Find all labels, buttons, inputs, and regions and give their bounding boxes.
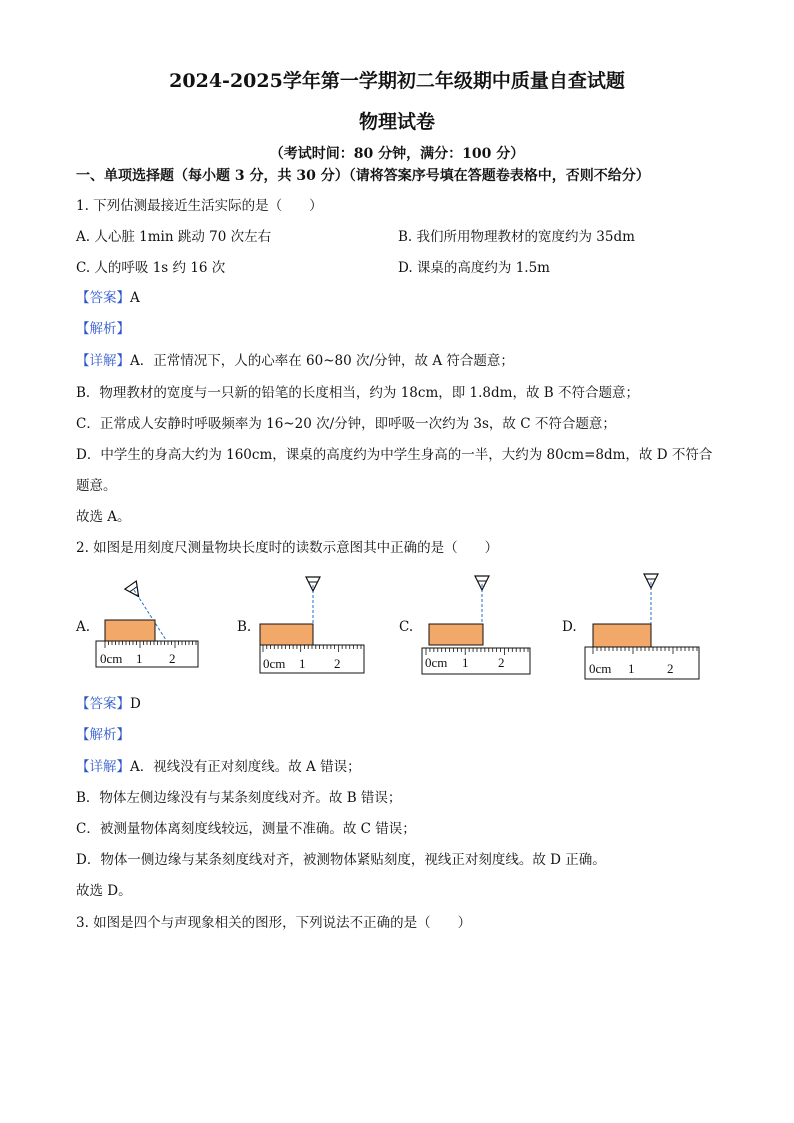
q2-detail-c: C．被测量物体离刻度线较远，测量不准确。故 C 错误； xyxy=(76,821,416,837)
eye-icon xyxy=(644,574,658,588)
measured-block xyxy=(105,620,155,641)
q1-analysis-tag: 【解析】 xyxy=(76,321,130,337)
detail-tag: 【详解】 xyxy=(76,759,130,775)
q1-detail-d1: D．中学生的身高大约为 160cm，课桌的高度约为中学生身高的一半，大约为 80cm=8dm，故 D 不符合 xyxy=(76,447,713,463)
section-heading: 一、单项选择题（每小题 3 分，共 30 分）（请将答案序号填在答题卷表格中，否则不给分） xyxy=(76,168,650,184)
subject-title: 物理试卷 xyxy=(358,111,435,133)
exam-info: （考试时间：80 分钟，满分：100 分） xyxy=(269,146,525,162)
answer-value: A xyxy=(130,290,140,306)
answer-tag: 【答案】 xyxy=(76,696,130,712)
ruler-label-2: 2 xyxy=(498,655,505,670)
q2-answer xyxy=(76,695,141,713)
ruler-label-1: 1 xyxy=(136,651,143,666)
ruler-label-0: 0cm xyxy=(425,655,448,670)
figure-b-diagram xyxy=(255,575,367,677)
figure-d-diagram xyxy=(585,572,701,680)
q1-answer xyxy=(76,289,140,307)
ruler-label-0: 0cm xyxy=(263,656,286,671)
ruler-label-1: 1 xyxy=(299,656,306,671)
figure-a-label: A. xyxy=(76,619,91,635)
q2-detail-d: D．物体一侧边缘与某条刻度线对齐，被测物体紧贴刻度，视线正对刻度线。故 D 正确。 xyxy=(76,852,606,868)
measured-block xyxy=(593,624,651,647)
ruler-label-1: 1 xyxy=(628,661,635,676)
ruler-label-1: 1 xyxy=(462,655,469,670)
q1-option-d: D. 课桌的高度约为 1.5m xyxy=(398,260,550,276)
q1-stem: 1. 下列估测最接近生活实际的是（ ） xyxy=(76,198,323,214)
q2-stem: 2. 如图是用刻度尺测量物块长度时的读数示意图其中正确的是（ ） xyxy=(76,540,499,556)
q2-detail-b: B．物体左侧边缘没有与某条刻度线对齐。故 B 错误； xyxy=(76,790,402,806)
ruler-label-2: 2 xyxy=(169,651,176,666)
q1-option-c: C. 人的呼吸 1s 约 16 次 xyxy=(76,260,226,276)
detail-text: A．视线没有正对刻度线。故 A 错误； xyxy=(130,759,361,775)
q1-option-a: A. 人心脏 1min 跳动 70 次左右 xyxy=(76,229,272,245)
q1-detail-c: C．正常成人安静时呼吸频率为 16~20 次/分钟，即呼吸一次约为 3s，故 C 不符合题意； xyxy=(76,416,616,432)
q1-detail-a xyxy=(76,352,514,370)
measured-block xyxy=(429,624,483,645)
q1-detail-d2: 题意。 xyxy=(76,478,117,494)
q2-analysis-tag: 【解析】 xyxy=(76,727,130,743)
eye-icon xyxy=(475,576,489,590)
q1-option-b: B. 我们所用物理教材的宽度约为 35dm xyxy=(398,229,635,245)
answer-tag: 【答案】 xyxy=(76,290,130,306)
figure-a-diagram xyxy=(92,580,202,672)
exam-title: 2024-2025学年第一学期初二年级期中质量自查试题 xyxy=(169,70,625,92)
q3-stem: 3. 如图是四个与声现象相关的图形，下列说法不正确的是（ ） xyxy=(76,915,472,931)
ruler-label-0: 0cm xyxy=(589,661,612,676)
figure-c-label: C. xyxy=(399,619,414,635)
q2-conclusion: 故选 D。 xyxy=(76,883,132,899)
figure-d-label: D. xyxy=(562,619,577,635)
figure-c-diagram xyxy=(420,572,532,674)
q1-conclusion: 故选 A。 xyxy=(76,509,131,525)
ruler-label-0: 0cm xyxy=(100,651,123,666)
measured-block xyxy=(260,624,313,645)
ruler-label-2: 2 xyxy=(334,656,341,671)
answer-value: D xyxy=(130,696,141,712)
detail-tag: 【详解】 xyxy=(76,353,130,369)
q2-detail-a xyxy=(76,758,361,776)
detail-text: A．正常情况下，人的心率在 60~80 次/分钟，故 A 符合题意； xyxy=(130,353,514,369)
ruler-label-2: 2 xyxy=(667,661,674,676)
q1-detail-b: B．物理教材的宽度与一只新的铅笔的长度相当，约为 18cm，即 1.8dm，故 B 不符合题意； xyxy=(76,385,639,401)
eye-icon xyxy=(306,577,320,591)
figure-b-label: B. xyxy=(237,619,252,635)
